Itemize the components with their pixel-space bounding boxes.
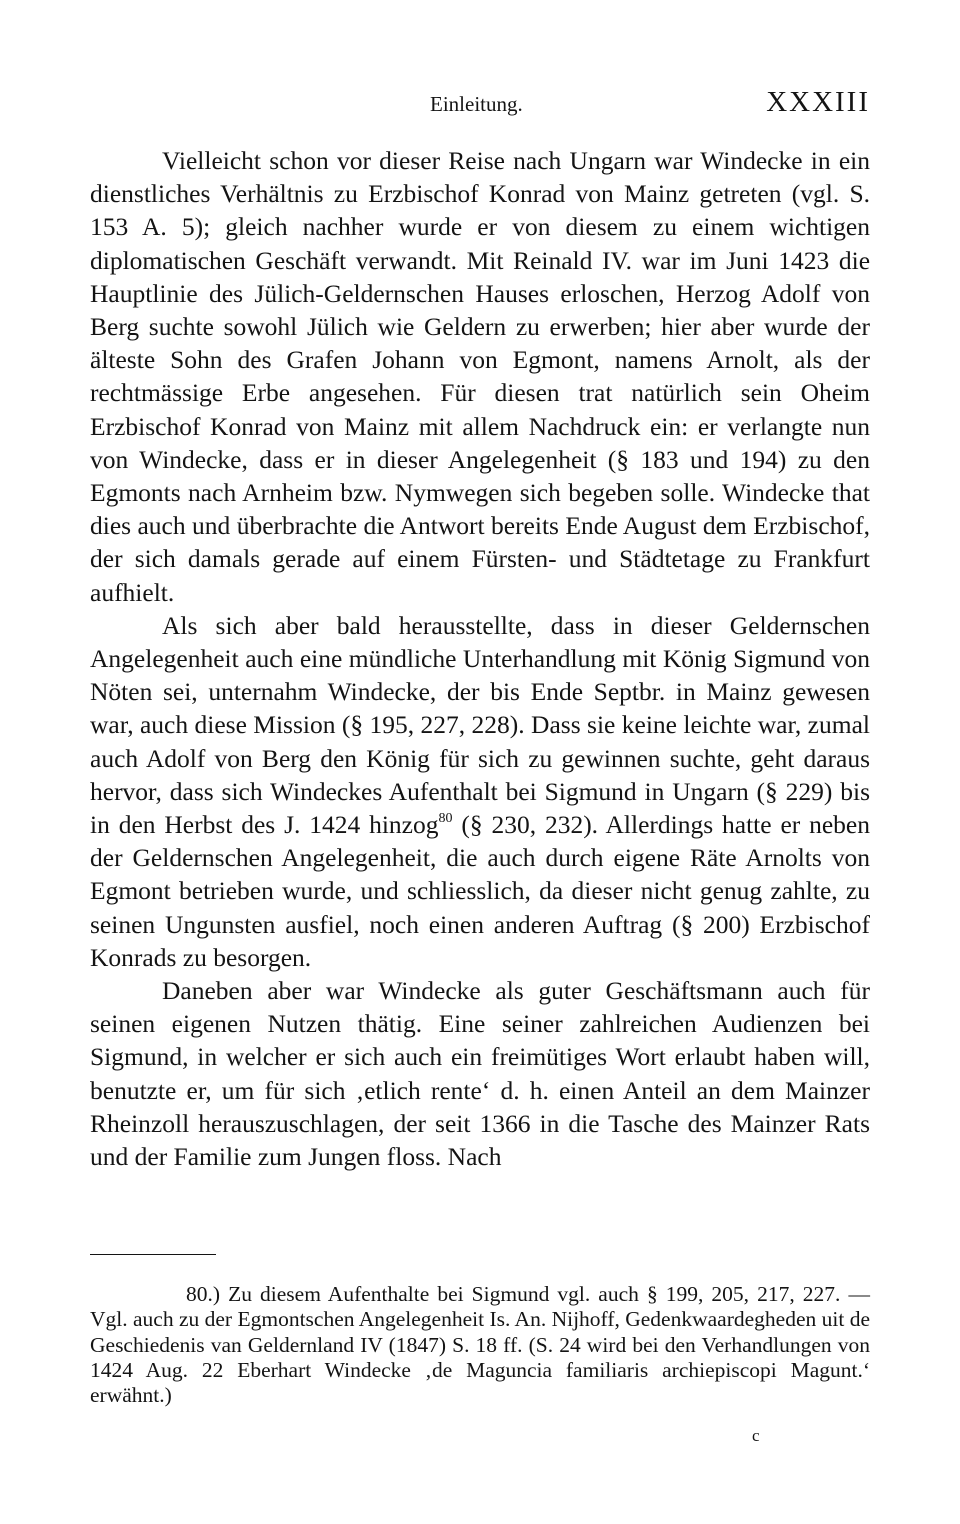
signature-mark: c (752, 1426, 760, 1445)
paragraph-3 (90, 974, 870, 1173)
footnote-reference[interactable]: 80 (438, 811, 453, 827)
paragraph-3-part-a: Daneben aber war Windecke als guter Geschäftsmann auch für seinen eigenen Nutzen thätig. Eine seiner zahlreichen Audienzen bei Sigmund, in welcher er sich auch ein freimütiges Wort erlaubt haben will, benutzte er, um für sich ‚etlich rente‘ d. h. einen Anteil an dem Mainzer Rheinzoll herauszuschlagen, der seit 1366 in die Tasche des Mainzer Rats und der Familie zum Jungen floss. Nach (90, 976, 870, 1172)
page-header (90, 86, 870, 122)
paragraph-2-part-b: (§ 230, 232). Allerdings hatte er neben der Geldernschen Angelegenheit, die auch durch eigene Räte Arnolts von Egmont betrieben wurde, und schliesslich, da dieser nicht genug zahlte, zu seinen Ungunsten ausfiel, noch einen anderen Auftrag (§ 200) Erzbischof Konrads zu besorgen. (90, 810, 870, 972)
paragraph-1 (90, 144, 870, 609)
paragraph-1-part-b: war im Juni 1423 die Hauptlinie des Jülich-Geldernschen Hauses erloschen, Herzog Adolf von Berg suchte sowohl Jülich wie Geldern zu erwerben; hier aber wurde der älteste Sohn des Grafen Johann von Egmont, namens Arnolt, als der rechtmässige Erbe angesehen. Für diesen trat natürlich sein Oheim Erzbischof Konrad von Mainz mit allem Nachdruck ein: er verlangte nun von Windecke, dass er in dieser Angelegenheit (§ 183 und 194) zu den Egmonts nach Arnheim bzw. Nymwegen sich begeben solle. Windecke that dies auch und überbrachte die Antwort bereits Ende August dem Erzbischof, der sich damals gerade auf einem Fürsten- und Städtetage zu Frankfurt aufhielt. (90, 245, 871, 607)
footnote-80: 80.) Zu diesem Aufenthalte bei Sigmund vgl. auch § 199, 205, 217, 227. — Vgl. auch zu der Egmontschen Angelegenheit Is. An. Nijhoff, Gedenkwaardegheden uit de Geschiedenis van Geldernland IV (1847) S. 18 ff. (S. 24 wird bei den Verhandlungen von 1424 Aug. 22 Eberhart Windecke ‚de Maguncia familiaris archiepiscopi Magunt.‘ erwähnt.) (90, 1282, 870, 1408)
footnotes (90, 1282, 870, 1408)
running-title: Einleitung. (430, 92, 523, 116)
page-number: XXXIII (766, 86, 870, 118)
paragraph-2 (90, 609, 870, 974)
main-text (90, 144, 870, 1173)
footnote-divider (90, 1254, 216, 1255)
paragraph-2-part-a: Als sich aber bald herausstellte, dass in dieser Geldernschen Angelegenheit auch eine mündliche Unterhandlung mit König Sigmund von Nöten sei, unternahm Windecke, der bis Ende Septbr. in Mainz gewesen war, auch diese Mission (§ 195, 227, 228). Dass sie keine leichte war, zumal auch Adolf von Berg den König für sich zu gewinnen suchte, geht daraus hervor, dass sich Windeckes Aufenthalt bei Sigmund in Ungarn (§ 229) bis in den Herbst des J. 1424 hinzog (90, 610, 870, 840)
paragraph-1-part-a: Vielleicht schon vor dieser Reise nach Ungarn war Windecke in ein dienstliches Verhältnis zu Erzbischof Konrad von Mainz getreten (vgl. S. 153 A. 5); gleich nachher wurde er von diesem zu einem wichtigen diplomatischen Geschäft verwandt. Mit Reinald IV. (90, 146, 870, 275)
